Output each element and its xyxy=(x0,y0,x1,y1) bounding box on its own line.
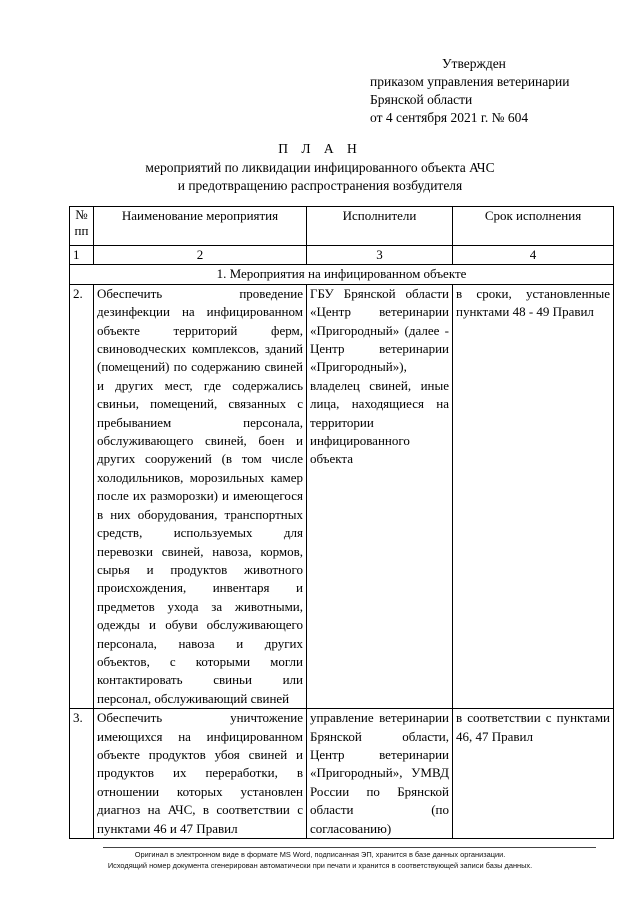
header-executors: Исполнители xyxy=(307,207,453,246)
column-number-1: 1 xyxy=(70,246,94,265)
row-name: Обеспечить проведение дезинфекции на инфицированном объекте территорий ферм, свиноводческих комплексов, зданий (помещений) по содержанию свиней и других мест, где содержались свиньи, помещений, связанных с пребыванием персонала, обслуживающего свиней, боен и других сооружений (в том числе холодильников, морозильных камер после их разморозки) и имеющегося в них оборудования, транспортных средств, используемых для перевозки свиней, навоза, кормов, сырья и продуктов животного происхождения, инвентаря и предметов ухода за животными, одежды и обуви обслуживающего персонала, навоза и других объектов, с которыми могли контактировать свиньи или персонал, обслуживающий свиней xyxy=(94,284,307,708)
approval-date: от 4 сентября 2021 г. № 604 xyxy=(370,110,529,125)
plan-table xyxy=(69,206,614,839)
header-name: Наименование мероприятия xyxy=(94,207,307,246)
footer-line-2: Исходящий номер документа сгенерирован автоматически при печати и хранится в соответствующей записи базы данных. xyxy=(107,861,533,870)
approval-heading: Утвержден xyxy=(442,56,506,71)
row-name: Обеспечить уничтожение имеющихся на инфицированном объекте продуктов убоя свиней и продуктов их переработки, в отношении которых установлен диагноз на АЧС, в соответствии с пунктами 46 и 47 Правил xyxy=(94,709,307,839)
row-deadline: в соответствии с пунктами 46, 47 Правил xyxy=(453,709,614,839)
column-number-3: 3 xyxy=(307,246,453,265)
table-row xyxy=(70,709,614,839)
approval-block xyxy=(370,55,630,127)
header-num: № пп xyxy=(70,207,94,246)
section-title: 1. Мероприятия на инфицированном объекте xyxy=(70,265,614,284)
footer-note xyxy=(0,849,640,871)
approval-order: приказом управления ветеринарии xyxy=(370,74,570,89)
subtitle-line-1: мероприятий по ликвидации инфицированного объекта АЧС xyxy=(145,160,495,175)
document-title: П Л А Н xyxy=(278,141,362,156)
footer-divider xyxy=(103,847,596,848)
table-header-row xyxy=(70,207,614,246)
row-num: 3. xyxy=(70,709,94,839)
subtitle-line-2: и предотвращению распространения возбудителя xyxy=(177,178,463,193)
row-deadline: в сроки, установленные пунктами 48 - 49 Правил xyxy=(453,284,614,708)
row-executors: ГБУ Брянской области «Центр ветеринарии «Пригородный» (далее - Центр ветеринарии «Пригородный»), владелец свиней, иные лица, находящиеся на территории инфицированного объекта xyxy=(307,284,453,708)
approval-region: Брянской области xyxy=(370,92,473,107)
document-subtitle xyxy=(0,159,640,195)
column-number-4: 4 xyxy=(453,246,614,265)
row-num: 2. xyxy=(70,284,94,708)
table-row xyxy=(70,284,614,708)
row-executors: управление ветеринарии Брянской области, Центр ветеринарии «Пригородный», УМВД России по Брянской области (по согласованию) xyxy=(307,709,453,839)
section-row xyxy=(70,265,614,284)
header-deadline: Срок исполнения xyxy=(453,207,614,246)
column-number-2: 2 xyxy=(94,246,307,265)
column-number-row xyxy=(70,246,614,265)
footer-line-1: Оригинал в электронном виде в формате MS Word, подписанная ЭП, хранится в базе данных организации. xyxy=(134,850,506,859)
